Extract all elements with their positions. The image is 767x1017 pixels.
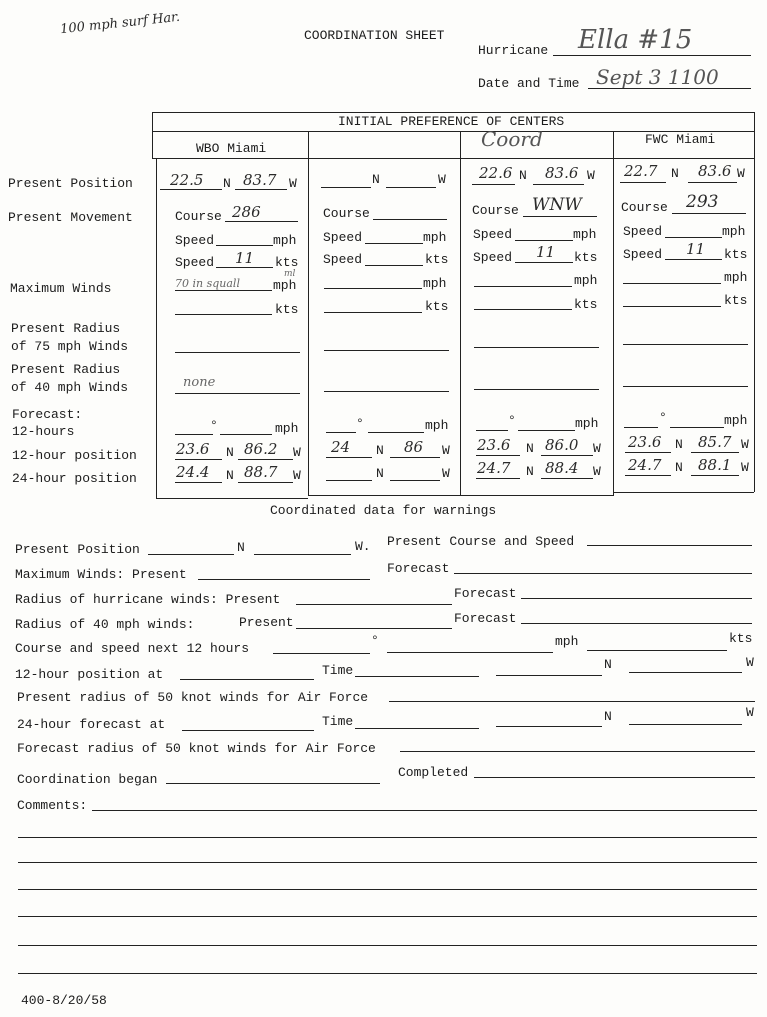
fc-radius50-af-label: Forecast radius of 50 knot winds for Air Force	[17, 741, 376, 756]
coord-p12-w: 86.0	[545, 436, 579, 454]
wbo-pos-w: 83.7	[243, 171, 277, 189]
wbo-p12-w: 86.2	[244, 440, 278, 458]
row-radius40-a: Present Radius	[11, 362, 121, 377]
wbo-max-note: ml	[284, 269, 296, 279]
row-forecast-a: Forecast:	[12, 407, 83, 422]
radius-hurricane-label: Radius of hurricane winds: Present	[15, 592, 281, 607]
wbo-r40: none	[183, 375, 216, 390]
wbo-p24-n: 24.4	[176, 463, 210, 481]
course-speed-12-label: Course and speed next 12 hours	[15, 641, 250, 656]
col-header-wbo: WBO Miami	[196, 141, 267, 156]
fwc-speed-kts: 11	[686, 240, 706, 258]
wbo-max-mph: 70 in squall	[175, 277, 240, 290]
fwc-p24-n: 24.7	[628, 456, 662, 474]
row-maximum-winds: Maximum Winds	[10, 281, 112, 296]
row-radius75-b: of 75 mph Winds	[11, 339, 129, 354]
radius50-af-label: Present radius of 50 knot winds for Air Force	[17, 690, 369, 705]
col-header-fwc: FWC Miami	[645, 132, 716, 147]
comments-label: Comments:	[17, 798, 88, 813]
row-pos24: 24-hour position	[12, 471, 137, 486]
present-course-speed-label: Present Course and Speed	[387, 534, 575, 549]
row-radius75-a: Present Radius	[11, 321, 121, 336]
blank-p12-w: 86	[404, 438, 424, 456]
coord-speed-kts: 11	[536, 243, 556, 261]
wbo-course: 286	[232, 203, 261, 221]
datetime-value: Sept 3 1100	[596, 65, 719, 89]
coord-p24-w: 88.4	[545, 459, 579, 477]
completed-label: Completed	[398, 765, 469, 780]
col-header-coord: Coord	[481, 127, 543, 151]
fwc-p24-w: 88.1	[698, 456, 732, 474]
fwc-p12-w: 85.7	[698, 433, 732, 451]
coord-present-position-label: Present Position	[15, 542, 140, 557]
coord-pos-n: 22.6	[479, 164, 513, 182]
row-forecast-b: 12-hours	[12, 424, 75, 439]
datetime-label: Date and Time	[478, 76, 580, 91]
page-title: COORDINATION SHEET	[304, 28, 445, 43]
fwc-pos-w: 83.6	[698, 162, 732, 180]
fwc-pos-n: 22.7	[624, 162, 658, 180]
row-radius40-b: of 40 mph Winds	[11, 380, 129, 395]
coord-p12-n: 23.6	[477, 436, 511, 454]
wbo-p12-n: 23.6	[176, 440, 210, 458]
row-pos12: 12-hour position	[12, 448, 137, 463]
coord-pos-w: 83.6	[545, 164, 579, 182]
wbo-pos-n: 22.5	[170, 171, 204, 189]
radius-40-label: Radius of 40 mph winds:	[15, 617, 195, 632]
coordinated-title: Coordinated data for warnings	[270, 503, 497, 518]
hurricane-label: Hurricane	[478, 43, 549, 58]
blank-p12-n: 24	[331, 438, 351, 456]
hurricane-line	[553, 55, 751, 56]
pos12-at-label: 12-hour position at	[15, 667, 164, 682]
wbo-speed-kts: 11	[235, 249, 255, 267]
row-present-position: Present Position	[8, 176, 133, 191]
max-winds-label: Maximum Winds: Present	[15, 567, 187, 582]
coord-course: WNW	[532, 195, 582, 215]
coord-began-label: Coordination began	[17, 772, 158, 787]
wbo-p24-w: 88.7	[244, 463, 278, 481]
corner-note: 100 mph surf Har.	[59, 9, 181, 38]
form-number: 400-8/20/58	[21, 993, 107, 1008]
row-present-movement: Present Movement	[8, 210, 133, 225]
fwc-p12-n: 23.6	[628, 433, 662, 451]
table-title: INITIAL PREFERENCE OF CENTERS	[338, 114, 565, 129]
fwc-course: 293	[686, 192, 719, 212]
fc24-at-label: 24-hour forecast at	[17, 717, 166, 732]
coord-p24-n: 24.7	[477, 459, 511, 477]
hurricane-value: Ella #15	[578, 25, 693, 55]
